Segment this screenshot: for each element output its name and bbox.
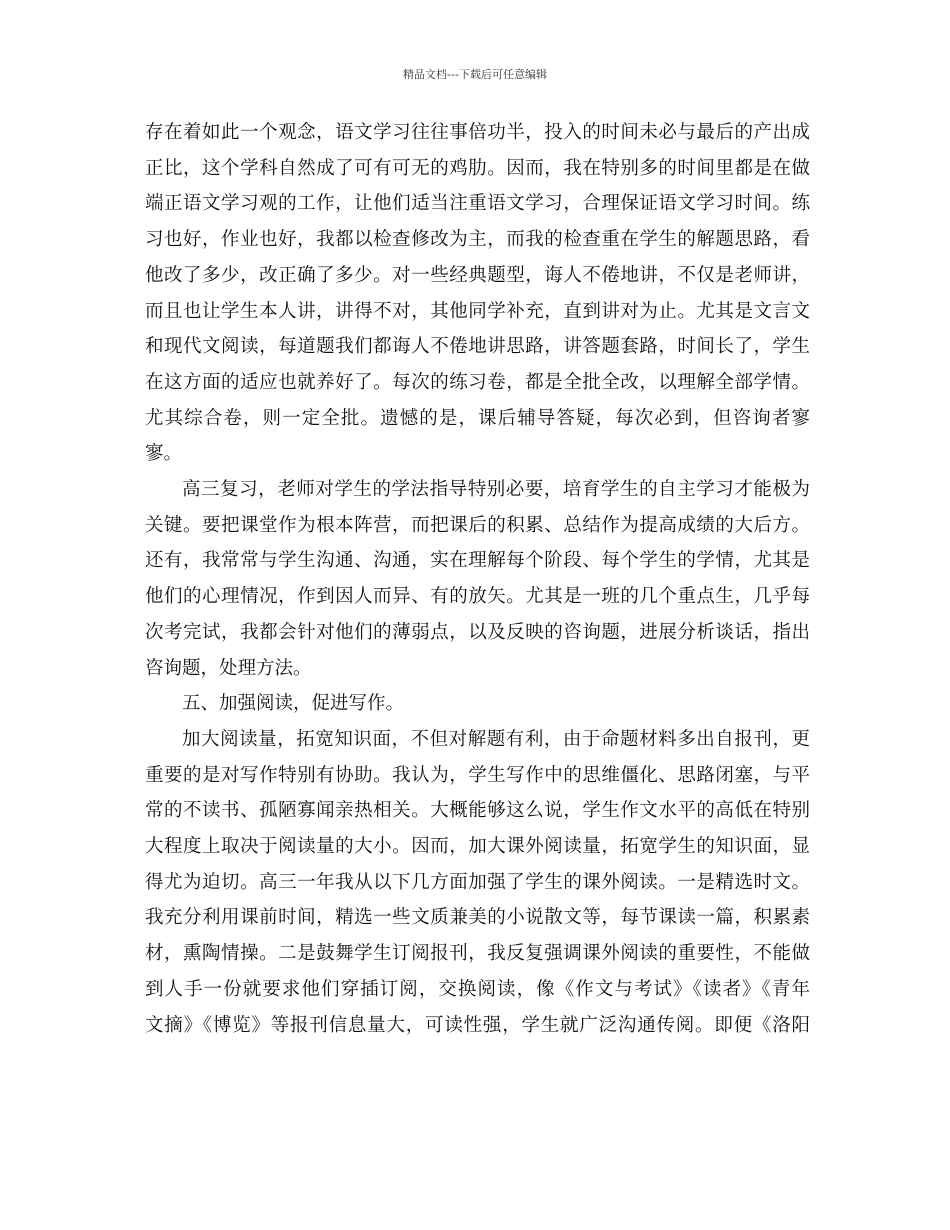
text-line: 而且也让学生本人讲，讲得不对，其他同学补充，直到讲对为止。尤其是文言文	[145, 300, 810, 322]
text-line: 还有，我常常与学生沟通、沟通，实在理解每个阶段、每个学生的学情，尤其是	[145, 550, 810, 572]
text-line: 咨询题，处理方法。	[145, 657, 312, 679]
document-body	[145, 115, 810, 1043]
text-line: 他们的心理情况，作到因人而异、有的放矢。尤其是一班的几个重点生，几乎每	[145, 586, 810, 608]
text-line: 正比，这个学科自然成了可有可无的鸡肋。因而，我在特别多的时间里都是在做	[145, 157, 810, 179]
text-line: 在这方面的适应也就养好了。每次的练习卷，都是全批全改，以理解全部学情。	[145, 371, 810, 393]
text-line: 和现代文阅读，每道题我们都诲人不倦地讲思路，讲答题套路，时间长了，学生	[145, 336, 810, 358]
text-line: 文摘》《博览》等报刊信息量大，可读性强，学生就广泛沟通传阅。即便《洛阳	[145, 1014, 810, 1036]
text-line: 重要的是对写作特别有协助。我认为，学生写作中的思维僵化、思路闭塞，与平	[145, 764, 810, 786]
paragraph-first-line: 高三复习，老师对学生的学法指导特别必要，培育学生的自主学习才能极为	[182, 479, 810, 501]
text-line: 他改了多少，改正确了多少。对一些经典题型，诲人不倦地讲，不仅是老师讲，	[145, 264, 810, 286]
text-line: 得尤为迫切。高三一年我从以下几方面加强了学生的课外阅读。一是精选时文。	[145, 871, 810, 893]
text-line: 到人手一份就要求他们穿插订阅，交换阅读，像《作文与考试》《读者》《青年	[145, 978, 810, 1000]
page-header: 精品文档---下载后可任意编辑	[403, 68, 547, 81]
paragraph-first-line: 加大阅读量，拓宽知识面，不但对解题有利，由于命题材料多出自报刊，更	[182, 728, 810, 750]
text-line: 寥。	[145, 443, 183, 465]
text-line: 习也好，作业也好，我都以检查修改为主，而我的检查重在学生的解题思路，看	[145, 229, 810, 251]
text-line: 常的不读书、孤陋寡闻亲热相关。大概能够这么说，学生作文水平的高低在特别	[145, 800, 810, 822]
section-heading: 五、加强阅读，促进写作。	[182, 693, 405, 715]
text-line: 端正语文学习观的工作，让他们适当注重语文学习，合理保证语文学习时间。练	[145, 193, 810, 215]
text-line: 尤其综合卷，则一定全批。遗憾的是，课后辅导答疑，每次必到，但咨询者寥	[145, 407, 810, 429]
text-line: 我充分利用课前时间，精选一些文质兼美的小说散文等，每节课读一篇，积累素	[145, 907, 810, 929]
text-line: 材，熏陶情操。二是鼓舞学生订阅报刊，我反复强调课外阅读的重要性，不能做	[145, 943, 810, 965]
text-line: 大程度上取决于阅读量的大小。因而，加大课外阅读量，拓宽学生的知识面，显	[145, 836, 810, 858]
text-line: 次考完试，我都会针对他们的薄弱点，以及反映的咨询题，进展分析谈话，指出	[145, 621, 810, 643]
text-line: 存在着如此一个观念，语文学习往往事倍功半，投入的时间未必与最后的产出成	[145, 122, 810, 143]
text-line: 关键。要把课堂作为根本阵营，而把课后的积累、总结作为提高成绩的大后方。	[145, 514, 810, 536]
